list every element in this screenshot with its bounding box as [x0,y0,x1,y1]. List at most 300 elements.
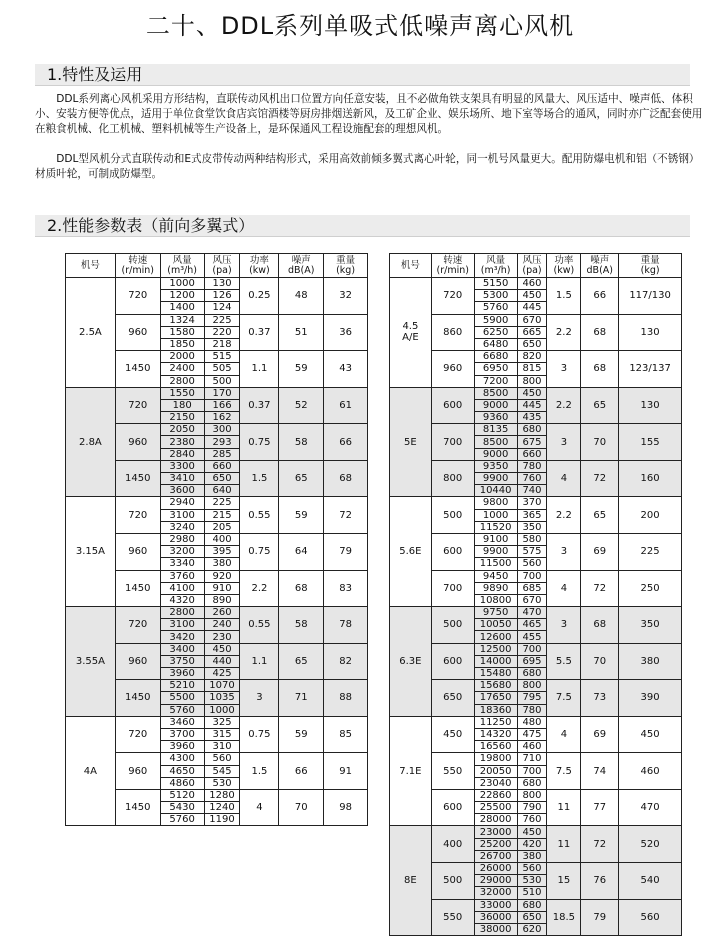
column-header: 风量 (m³/h) [474,254,517,278]
noise-cell: 72 [581,460,619,497]
column-header: 重量 (kg) [619,254,682,278]
airflow-cell: 3420 [160,631,204,643]
power-cell: 4 [547,570,581,607]
airflow-cell: 8500 [474,436,517,448]
model-cell: 4A [66,716,116,826]
noise-cell: 72 [581,826,619,863]
pressure-cell: 760 [517,473,547,485]
speed-cell: 960 [431,351,474,388]
airflow-cell: 5120 [160,789,204,801]
pressure-cell: 740 [517,485,547,497]
speed-cell: 500 [431,497,474,534]
power-cell: 4 [547,460,581,497]
pressure-cell: 205 [204,521,240,533]
pressure-cell: 380 [517,850,547,862]
pressure-cell: 780 [517,704,547,716]
noise-cell: 48 [279,278,324,315]
airflow-cell: 6680 [474,351,517,363]
speed-cell: 600 [431,387,474,424]
column-header: 机号 [390,254,432,278]
pressure-cell: 450 [517,387,547,399]
pressure-cell: 515 [204,351,240,363]
pressure-cell: 790 [517,802,547,814]
pressure-cell: 445 [517,302,547,314]
airflow-cell: 3410 [160,473,204,485]
airflow-cell: 26700 [474,850,517,862]
noise-cell: 74 [581,753,619,790]
weight-cell: 79 [324,533,368,570]
column-header: 功率 (kw) [240,254,279,278]
power-cell: 1.1 [240,643,279,680]
pressure-cell: 445 [517,399,547,411]
airflow-cell: 10440 [474,485,517,497]
weight-cell: 91 [324,753,368,790]
pressure-cell: 400 [204,533,240,545]
airflow-cell: 3760 [160,570,204,582]
power-cell: 3 [547,533,581,570]
airflow-cell: 33000 [474,899,517,911]
power-cell: 3 [240,680,279,717]
weight-cell: 61 [324,387,368,424]
table-row [390,789,682,801]
pressure-cell: 910 [204,582,240,594]
airflow-cell: 180 [160,399,204,411]
pressure-cell: 450 [204,643,240,655]
power-cell: 3 [547,607,581,644]
pressure-cell: 365 [517,509,547,521]
airflow-cell: 14320 [474,728,517,740]
column-header: 转速 (r/min) [431,254,474,278]
speed-cell: 550 [431,753,474,790]
pressure-cell: 685 [517,582,547,594]
speed-cell: 960 [115,424,160,461]
speed-cell: 400 [431,826,474,863]
speed-cell: 700 [431,424,474,461]
speed-cell: 500 [431,863,474,900]
noise-cell: 59 [279,716,324,753]
airflow-cell: 17650 [474,692,517,704]
pressure-cell: 670 [517,594,547,606]
weight-cell: 72 [324,497,368,534]
column-header: 重量 (kg) [324,254,368,278]
airflow-cell: 3300 [160,460,204,472]
airflow-cell: 20050 [474,765,517,777]
airflow-cell: 4860 [160,777,204,789]
airflow-cell: 2940 [160,497,204,509]
pressure-cell: 890 [204,594,240,606]
table-row [390,533,682,545]
noise-cell: 68 [581,351,619,388]
pressure-cell: 218 [204,338,240,350]
airflow-cell: 8500 [474,387,517,399]
pressure-cell: 450 [517,290,547,302]
table-row [66,278,368,290]
model-cell: 2.8A [66,387,116,497]
table-row [66,716,368,728]
airflow-cell: 15680 [474,680,517,692]
pressure-cell: 285 [204,448,240,460]
airflow-cell: 23040 [474,777,517,789]
airflow-cell: 1200 [160,290,204,302]
speed-cell: 600 [431,533,474,570]
pressure-cell: 480 [517,716,547,728]
airflow-cell: 3600 [160,485,204,497]
airflow-cell: 6950 [474,363,517,375]
airflow-cell: 6250 [474,326,517,338]
airflow-cell: 36000 [474,911,517,923]
weight-cell: 68 [324,460,368,497]
pressure-cell: 510 [517,887,547,899]
section-heading-performance: 2.性能参数表（前向多翼式） [35,215,690,237]
pressure-cell: 465 [517,619,547,631]
pressure-cell: 530 [204,777,240,789]
weight-cell: 520 [619,826,682,863]
speed-cell: 800 [431,460,474,497]
pressure-cell: 380 [204,558,240,570]
power-cell: 15 [547,863,581,900]
noise-cell: 70 [581,643,619,680]
pressure-cell: 170 [204,387,240,399]
speed-cell: 960 [115,643,160,680]
table-row [390,424,682,436]
pressure-cell: 1000 [204,704,240,716]
airflow-cell: 1580 [160,326,204,338]
pressure-cell: 695 [517,655,547,667]
speed-cell: 1450 [115,570,160,607]
weight-cell: 390 [619,680,682,717]
airflow-cell: 3340 [160,558,204,570]
speed-cell: 720 [431,278,474,315]
power-cell: 0.75 [240,533,279,570]
noise-cell: 65 [581,497,619,534]
pressure-cell: 460 [517,741,547,753]
features-paragraph-1: DDL系列离心风机采用方形结构，直联传动风机出口位置方向任意安装，且不必做角铁支架具有明显的风量大、风压适中、噪声低、体积小、安装方便等优点，适用于单位食堂饮食店宾馆酒楼等厨房排烟送新风，及工矿企业、娱乐场所、地下室等场合的通风，同时亦广泛配套使用在粮食机械、化工机械、塑料机械等生产设备上，是环保通风工程设施配套的理想风机。 [35,93,703,135]
header-row [390,254,682,278]
airflow-cell: 16560 [474,741,517,753]
weight-cell: 460 [619,753,682,790]
airflow-cell: 9900 [474,473,517,485]
header-row [66,254,368,278]
noise-cell: 69 [581,533,619,570]
pressure-cell: 293 [204,436,240,448]
weight-cell: 36 [324,314,368,351]
airflow-cell: 2800 [160,607,204,619]
speed-cell: 700 [431,570,474,607]
airflow-cell: 2150 [160,412,204,424]
airflow-cell: 1000 [474,509,517,521]
airflow-cell: 3100 [160,509,204,521]
model-cell: 7.1E [390,716,432,826]
weight-cell: 225 [619,533,682,570]
pressure-cell: 500 [204,375,240,387]
model-cell: 5E [390,387,432,497]
airflow-cell: 11250 [474,716,517,728]
airflow-cell: 10050 [474,619,517,631]
airflow-cell: 5500 [160,692,204,704]
table-row [390,680,682,692]
airflow-cell: 2380 [160,436,204,448]
pressure-cell: 475 [517,728,547,740]
model-cell: 5.6E [390,497,432,607]
airflow-cell: 26000 [474,863,517,875]
table-row [390,643,682,655]
weight-cell: 560 [619,899,682,936]
pressure-cell: 440 [204,655,240,667]
pressure-cell: 700 [517,570,547,582]
airflow-cell: 11500 [474,558,517,570]
pressure-cell: 1240 [204,802,240,814]
table-row [390,716,682,728]
noise-cell: 76 [581,863,619,900]
airflow-cell: 5760 [474,302,517,314]
pressure-cell: 126 [204,290,240,302]
noise-cell: 58 [279,607,324,644]
noise-cell: 69 [581,716,619,753]
airflow-cell: 9890 [474,582,517,594]
noise-cell: 73 [581,680,619,717]
airflow-cell: 4320 [160,594,204,606]
noise-cell: 65 [581,387,619,424]
weight-cell: 350 [619,607,682,644]
power-cell: 11 [547,826,581,863]
pressure-cell: 310 [204,741,240,753]
pressure-cell: 650 [517,338,547,350]
noise-cell: 68 [581,314,619,351]
weight-cell: 130 [619,387,682,424]
pressure-cell: 230 [204,631,240,643]
pressure-cell: 1280 [204,789,240,801]
airflow-cell: 19800 [474,753,517,765]
airflow-cell: 1850 [160,338,204,350]
speed-cell: 720 [115,607,160,644]
airflow-cell: 3700 [160,728,204,740]
table-row [66,497,368,509]
pressure-cell: 1190 [204,814,240,826]
weight-cell: 82 [324,643,368,680]
power-cell: 3 [547,424,581,461]
table-row [390,570,682,582]
pressure-cell: 780 [517,460,547,472]
power-cell: 0.75 [240,424,279,461]
pressure-cell: 1070 [204,680,240,692]
airflow-cell: 18360 [474,704,517,716]
performance-table-right [389,253,682,936]
speed-cell: 720 [115,387,160,424]
power-cell: 1.5 [547,278,581,315]
airflow-cell: 32000 [474,887,517,899]
pressure-cell: 240 [204,619,240,631]
power-cell: 3 [547,351,581,388]
model-cell: 2.5A [66,278,116,388]
speed-cell: 720 [115,278,160,315]
power-cell: 18.5 [547,899,581,936]
pressure-cell: 665 [517,326,547,338]
speed-cell: 960 [115,533,160,570]
airflow-cell: 6480 [474,338,517,350]
noise-cell: 70 [581,424,619,461]
table-row [390,899,682,911]
pressure-cell: 225 [204,314,240,326]
pressure-cell: 660 [204,460,240,472]
page-title: 二十、DDL系列单吸式低噪声离心风机 [145,12,575,40]
noise-cell: 66 [581,278,619,315]
power-cell: 1.1 [240,351,279,388]
airflow-cell: 3750 [160,655,204,667]
airflow-cell: 3400 [160,643,204,655]
airflow-cell: 29000 [474,875,517,887]
weight-cell: 470 [619,789,682,826]
power-cell: 0.55 [240,497,279,534]
column-header: 转速 (r/min) [115,254,160,278]
speed-cell: 500 [431,607,474,644]
noise-cell: 58 [279,424,324,461]
noise-cell: 59 [279,351,324,388]
pressure-cell: 650 [204,473,240,485]
airflow-cell: 25500 [474,802,517,814]
pressure-cell: 130 [204,278,240,290]
pressure-cell: 530 [517,875,547,887]
speed-cell: 650 [431,680,474,717]
pressure-cell: 575 [517,546,547,558]
pressure-cell: 560 [204,753,240,765]
pressure-cell: 425 [204,668,240,680]
power-cell: 0.37 [240,387,279,424]
pressure-cell: 124 [204,302,240,314]
airflow-cell: 5760 [160,704,204,716]
speed-cell: 600 [431,789,474,826]
table-row [390,351,682,363]
weight-cell: 98 [324,789,368,826]
model-cell: 4.5 A/E [390,278,432,388]
table-row [66,607,368,619]
noise-cell: 68 [581,607,619,644]
airflow-cell: 14000 [474,655,517,667]
column-header: 风量 (m³/h) [160,254,204,278]
airflow-cell: 10800 [474,594,517,606]
airflow-cell: 5900 [474,314,517,326]
airflow-cell: 4100 [160,582,204,594]
power-cell: 2.2 [547,314,581,351]
airflow-cell: 2980 [160,533,204,545]
airflow-cell: 5300 [474,290,517,302]
airflow-cell: 9800 [474,497,517,509]
pressure-cell: 560 [517,863,547,875]
airflow-cell: 38000 [474,923,517,935]
table-row [390,753,682,765]
weight-cell: 250 [619,570,682,607]
weight-cell: 155 [619,424,682,461]
weight-cell: 88 [324,680,368,717]
airflow-cell: 9450 [474,570,517,582]
speed-cell: 1450 [115,351,160,388]
weight-cell: 380 [619,643,682,680]
pressure-cell: 325 [204,716,240,728]
model-cell: 6.3E [390,607,432,717]
pressure-cell: 370 [517,497,547,509]
pressure-cell: 920 [204,570,240,582]
column-header: 噪声 dB(A) [581,254,619,278]
pressure-cell: 450 [517,826,547,838]
pressure-cell: 700 [517,643,547,655]
pressure-cell: 800 [517,789,547,801]
model-cell: 3.55A [66,607,116,717]
noise-cell: 72 [581,570,619,607]
noise-cell: 77 [581,789,619,826]
pressure-cell: 260 [204,607,240,619]
airflow-cell: 9000 [474,399,517,411]
weight-cell: 160 [619,460,682,497]
airflow-cell: 3100 [160,619,204,631]
power-cell: 4 [240,789,279,826]
pressure-cell: 580 [517,533,547,545]
pressure-cell: 670 [517,314,547,326]
table-row [390,607,682,619]
airflow-cell: 1400 [160,302,204,314]
pressure-cell: 300 [204,424,240,436]
airflow-cell: 1550 [160,387,204,399]
airflow-cell: 3200 [160,546,204,558]
speed-cell: 720 [115,497,160,534]
power-cell: 2.2 [240,570,279,607]
model-cell: 8E [390,826,432,936]
power-cell: 0.75 [240,716,279,753]
airflow-cell: 5150 [474,278,517,290]
power-cell: 11 [547,789,581,826]
pressure-cell: 505 [204,363,240,375]
noise-cell: 59 [279,497,324,534]
table-row [390,314,682,326]
pressure-cell: 640 [204,485,240,497]
airflow-cell: 12600 [474,631,517,643]
power-cell: 7.5 [547,753,581,790]
speed-cell: 860 [431,314,474,351]
noise-cell: 65 [279,460,324,497]
airflow-cell: 2400 [160,363,204,375]
table-row [390,826,682,838]
power-cell: 5.5 [547,643,581,680]
airflow-cell: 2050 [160,424,204,436]
pressure-cell: 620 [517,923,547,935]
power-cell: 2.2 [547,497,581,534]
noise-cell: 71 [279,680,324,717]
speed-cell: 1450 [115,460,160,497]
pressure-cell: 220 [204,326,240,338]
pressure-cell: 650 [517,911,547,923]
section-heading-features: 1.特性及运用 [35,64,690,86]
noise-cell: 65 [279,643,324,680]
airflow-cell: 7200 [474,375,517,387]
pressure-cell: 470 [517,607,547,619]
performance-table-left [65,253,368,826]
pressure-cell: 420 [517,838,547,850]
pressure-cell: 560 [517,558,547,570]
airflow-cell: 2840 [160,448,204,460]
pressure-cell: 395 [204,546,240,558]
speed-cell: 720 [115,716,160,753]
airflow-cell: 28000 [474,814,517,826]
airflow-cell: 9750 [474,607,517,619]
speed-cell: 450 [431,716,474,753]
airflow-cell: 11520 [474,521,517,533]
pressure-cell: 680 [517,777,547,789]
weight-cell: 32 [324,278,368,315]
column-header: 噪声 dB(A) [279,254,324,278]
airflow-cell: 5210 [160,680,204,692]
weight-cell: 85 [324,716,368,753]
column-header: 功率 (kw) [547,254,581,278]
table-row [390,278,682,290]
table-row [66,387,368,399]
